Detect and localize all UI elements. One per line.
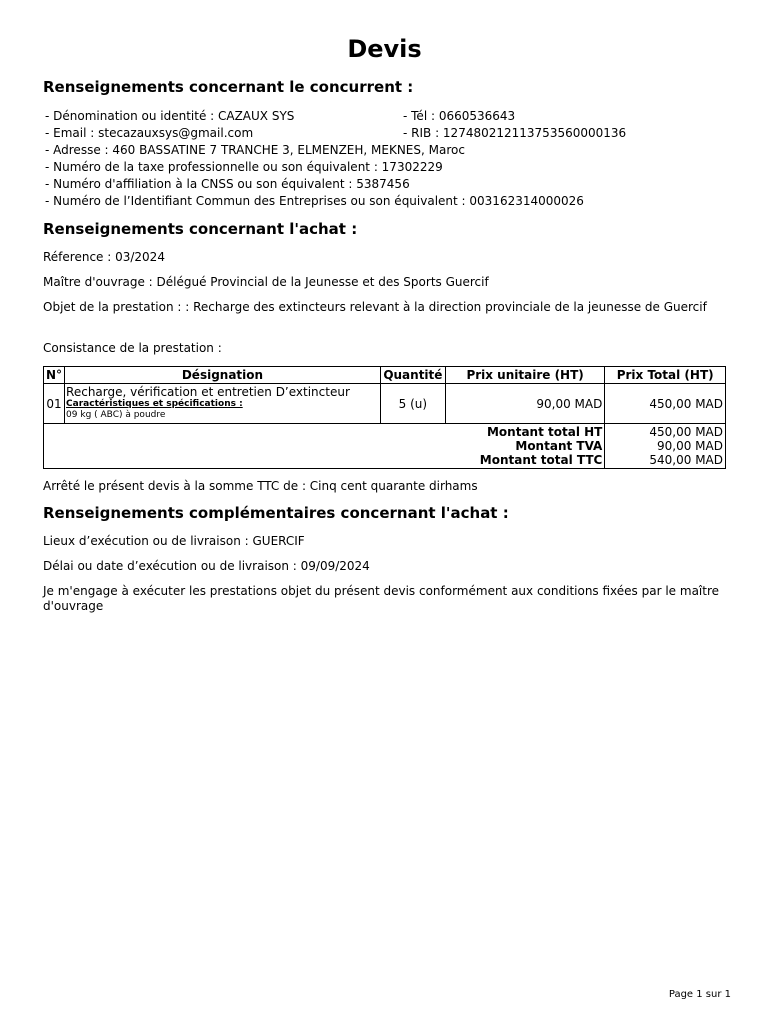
section-concurrent-heading: Renseignements concernant le concurrent : xyxy=(43,78,414,96)
objet-text: Objet de la prestation : : Recharge des extincteurs relevant à la direction provinciale de la jeunesse de Guercif xyxy=(43,300,707,314)
total-ht-label: Montant total HT xyxy=(486,425,603,439)
row-spec-text: 09 kg ( ABC) à poudre xyxy=(66,410,166,420)
tel-text: - Tél : 0660536643 xyxy=(403,109,516,123)
totals-values-cell xyxy=(605,424,726,469)
totals-row xyxy=(44,424,726,469)
row-prix-total: 450,00 MAD xyxy=(605,384,726,424)
table-row xyxy=(44,384,726,424)
table-header-row xyxy=(44,367,726,384)
row-designation-cell xyxy=(65,384,381,424)
info-row-1 xyxy=(45,108,726,125)
document-title: Devis xyxy=(347,35,422,63)
maitre-ouvrage-text: Maître d'ouvrage : Délégué Provincial de la Jeunesse et des Sports Guercif xyxy=(43,275,489,289)
section-complementaires-heading: Renseignements complémentaires concernant l'achat : xyxy=(43,504,509,522)
total-ttc-value: 540,00 MAD xyxy=(649,453,723,467)
denomination-text: - Dénomination ou identité : CAZAUX SYS xyxy=(45,109,295,123)
consistance-text: Consistance de la prestation : xyxy=(43,341,222,355)
header-num: N° xyxy=(44,367,65,384)
row-prix-unitaire: 90,00 MAD xyxy=(445,384,604,424)
prestation-table xyxy=(43,366,726,469)
engagement-text: Je m'engage à exécuter les prestations objet du présent devis conformément aux conditions fixées par le maître d'ouvrage xyxy=(43,584,720,613)
delai-text: Délai ou date d’exécution ou de livraison : 09/09/2024 xyxy=(43,559,370,573)
arrete-text: Arrêté le présent devis à la somme TTC de : Cinq cent quarante dirhams xyxy=(43,479,478,493)
total-tva-label: Montant TVA xyxy=(515,439,603,453)
header-prix-total: Prix Total (HT) xyxy=(605,367,726,384)
lieux-text: Lieux d’exécution ou de livraison : GUERCIF xyxy=(43,534,305,548)
row-designation: Recharge, vérification et entretien D’extincteur xyxy=(66,385,350,399)
info-row-2 xyxy=(45,125,726,142)
header-quantite: Quantité xyxy=(380,367,445,384)
rib-text: - RIB : 127480212113753560000136 xyxy=(403,126,627,140)
row-quantite: 5 (u) xyxy=(380,384,445,424)
header-prix-unitaire: Prix unitaire (HT) xyxy=(445,367,604,384)
page-number: Page 1 sur 1 xyxy=(668,989,731,1000)
adresse-text: - Adresse : 460 BASSATINE 7 TRANCHE 3, ELMENZEH, MEKNES, Maroc xyxy=(45,143,465,157)
header-designation: Désignation xyxy=(65,367,381,384)
row-spec-title: Caractéristiques et spécifications : xyxy=(66,399,243,409)
section-achat-heading: Renseignements concernant l'achat : xyxy=(43,220,358,238)
row-num: 01 xyxy=(44,384,65,424)
cnss-text: - Numéro d'affiliation à la CNSS ou son équivalent : 5387456 xyxy=(45,177,410,191)
concurrent-info xyxy=(45,108,726,210)
email-text: - Email : stecazauxsys@gmail.com xyxy=(45,126,254,140)
total-ttc-label: Montant total TTC xyxy=(479,453,603,467)
reference-text: Réference : 03/2024 xyxy=(43,250,165,264)
total-tva-value: 90,00 MAD xyxy=(657,439,723,453)
taxe-text: - Numéro de la taxe professionnelle ou son équivalent : 17302229 xyxy=(45,160,443,174)
total-ht-value: 450,00 MAD xyxy=(649,425,723,439)
totals-labels-cell xyxy=(44,424,605,469)
ice-text: - Numéro de l’Identifiant Commun des Entreprises ou son équivalent : 003162314000026 xyxy=(45,194,584,208)
